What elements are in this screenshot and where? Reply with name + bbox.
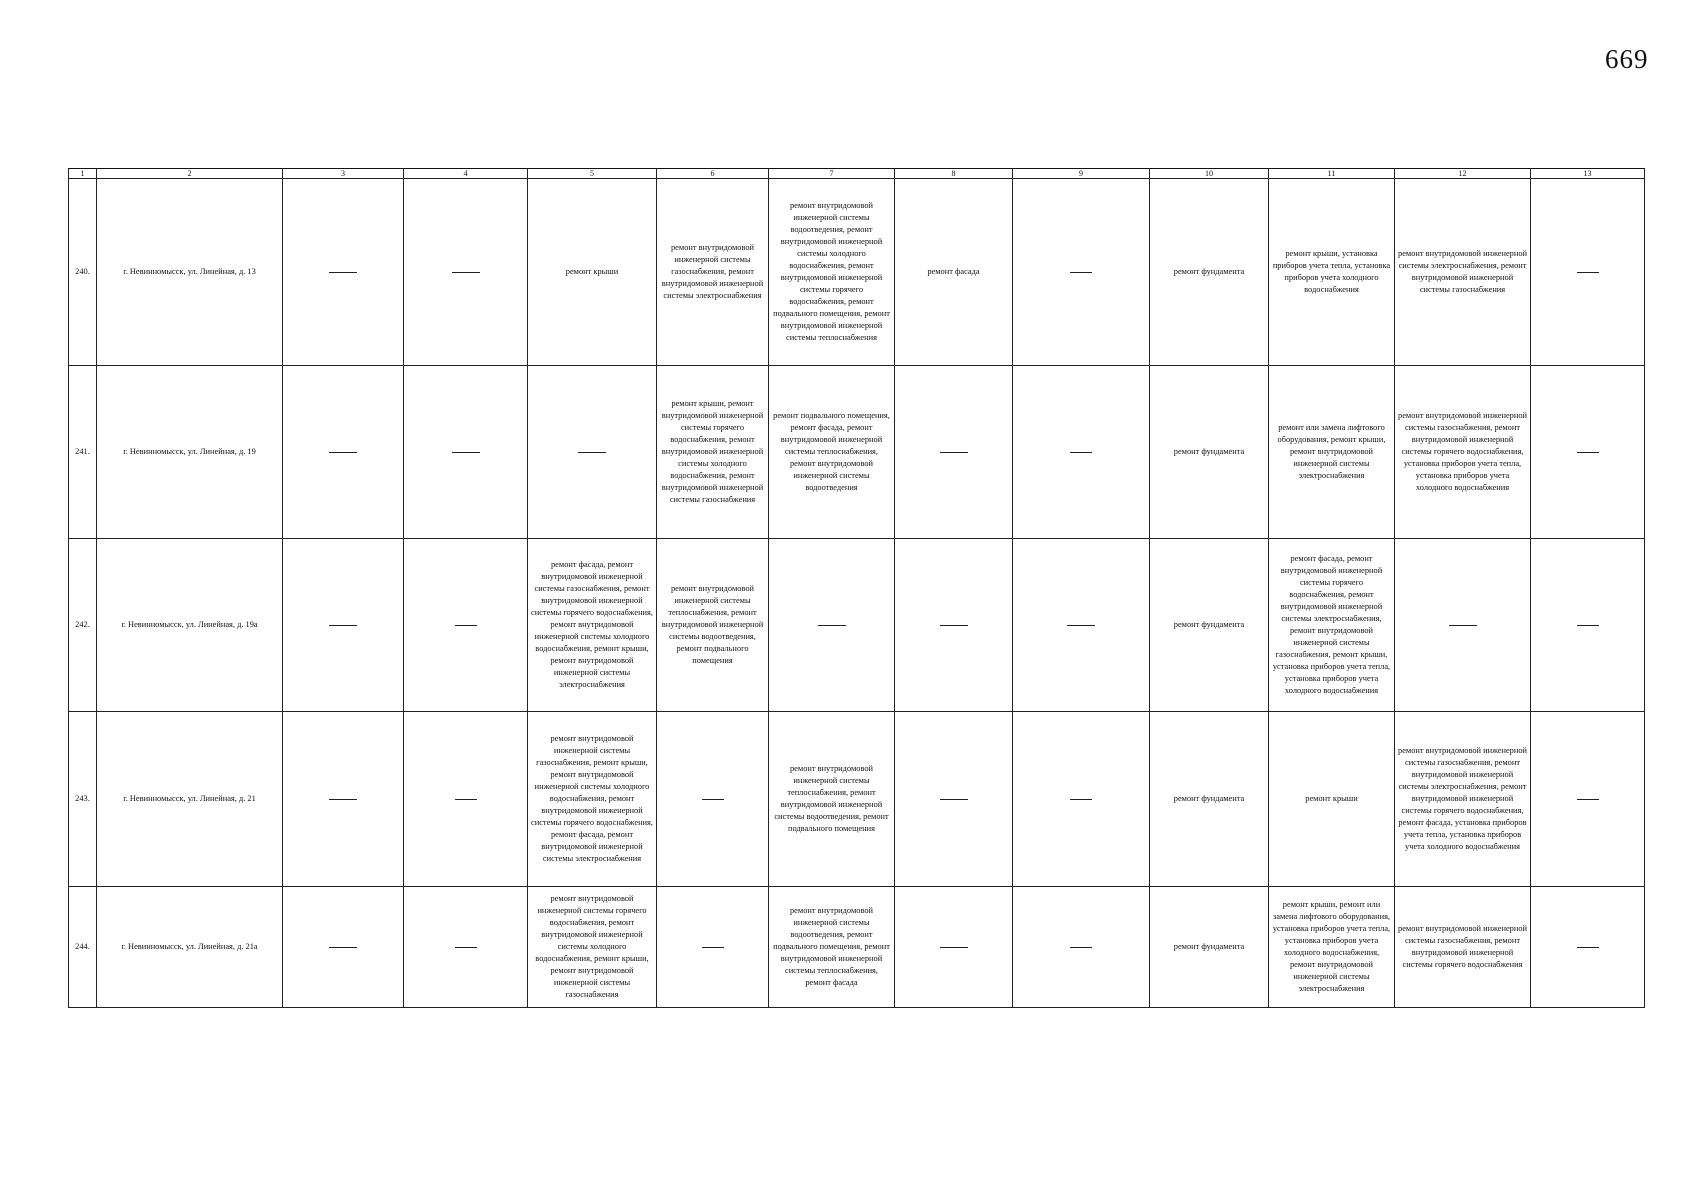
dash-mark — [329, 947, 357, 948]
work-cell: ремонт фундамента — [1150, 712, 1269, 887]
dash-mark — [1070, 452, 1092, 453]
dash-mark — [455, 947, 477, 948]
empty-cell — [404, 712, 528, 887]
empty-cell — [528, 366, 657, 539]
header-cell: 12 — [1395, 169, 1531, 179]
work-cell: ремонт фундамента — [1150, 366, 1269, 539]
work-cell: ремонт крыши, ремонт внутридомовой инженерной системы горячего водоснабжения, ремонт внутридомовой инженерной системы холодного водоснабжения, ремонт внутридомовой инженерной системы газоснабжения — [657, 366, 769, 539]
address-cell: г. Невинномысск, ул. Линейная, д. 13 — [97, 179, 283, 366]
dash-mark — [1070, 947, 1092, 948]
empty-cell — [1013, 539, 1150, 712]
work-cell: ремонт внутридомовой инженерной системы электроснабжения, ремонт внутридомовой инженерной системы газоснабжения — [1395, 179, 1531, 366]
work-cell: ремонт внутридомовой инженерной системы теплоснабжения, ремонт внутридомовой инженерной системы водоотведения, ремонт подвального помещения — [769, 712, 895, 887]
work-cell: ремонт внутридомовой инженерной системы водоотведения, ремонт внутридомовой инженерной системы холодного водоснабжения, ремонт внутридомовой инженерной системы горячего водоснабжения, ремонт подвального помещения, ремонт внутридомовой инженерной системы теплоснабжения — [769, 179, 895, 366]
empty-cell — [1531, 887, 1645, 1008]
work-cell: ремонт внутридомовой инженерной системы газоснабжения, ремонт внутридомовой инженерной системы горячего водоснабжения — [1395, 887, 1531, 1008]
table-row — [69, 887, 1645, 1008]
empty-cell — [1395, 539, 1531, 712]
page-number: 669 — [1605, 44, 1649, 74]
empty-cell — [1531, 366, 1645, 539]
empty-cell — [404, 366, 528, 539]
row-number: 240. — [69, 179, 97, 366]
work-cell: ремонт фундамента — [1150, 179, 1269, 366]
address-cell: г. Невинномысск, ул. Линейная, д. 19 — [97, 366, 283, 539]
empty-cell — [404, 539, 528, 712]
empty-cell — [1013, 712, 1150, 887]
empty-cell — [404, 179, 528, 366]
header-row — [69, 169, 1645, 179]
dash-mark — [1577, 452, 1599, 453]
dash-mark — [329, 625, 357, 626]
row-number: 243. — [69, 712, 97, 887]
header-cell: 9 — [1013, 169, 1150, 179]
work-cell: ремонт внутридомовой инженерной системы теплоснабжения, ремонт внутридомовой инженерной системы водоотведения, ремонт подвального помещения — [657, 539, 769, 712]
address-cell: г. Невинномысск, ул. Линейная, д. 21а — [97, 887, 283, 1008]
dash-mark — [329, 799, 357, 800]
empty-cell — [895, 539, 1013, 712]
dash-mark — [452, 272, 480, 273]
header-cell: 11 — [1269, 169, 1395, 179]
empty-cell — [283, 179, 404, 366]
work-cell: ремонт внутридомовой инженерной системы газоснабжения, ремонт внутридомовой инженерной системы электроснабжения — [657, 179, 769, 366]
dash-mark — [940, 452, 968, 453]
empty-cell — [895, 887, 1013, 1008]
header-cell: 5 — [528, 169, 657, 179]
empty-cell — [1531, 179, 1645, 366]
work-cell: ремонт крыши, установка приборов учета тепла, установка приборов учета холодного водоснабжения — [1269, 179, 1395, 366]
header-cell: 6 — [657, 169, 769, 179]
header-cell: 10 — [1150, 169, 1269, 179]
work-cell: ремонт подвального помещения, ремонт фасада, ремонт внутридомовой инженерной системы теплоснабжения, ремонт внутридомовой инженерной системы водоотведения — [769, 366, 895, 539]
dash-mark — [1577, 799, 1599, 800]
column-number-header — [69, 169, 1645, 179]
repair-schedule-table — [68, 168, 1645, 1008]
table-row — [69, 539, 1645, 712]
empty-cell — [283, 366, 404, 539]
header-cell: 13 — [1531, 169, 1645, 179]
work-cell: ремонт фасада — [895, 179, 1013, 366]
address-cell: г. Невинномысск, ул. Линейная, д. 19а — [97, 539, 283, 712]
table-body — [69, 179, 1645, 1008]
dash-mark — [455, 625, 477, 626]
dash-mark — [1577, 625, 1599, 626]
row-number: 242. — [69, 539, 97, 712]
empty-cell — [1531, 539, 1645, 712]
empty-cell — [283, 887, 404, 1008]
dash-mark — [1577, 272, 1599, 273]
dash-mark — [1449, 625, 1477, 626]
table-row — [69, 179, 1645, 366]
header-cell: 8 — [895, 169, 1013, 179]
work-cell: ремонт внутридомовой инженерной системы водоотведения, ремонт подвального помещения, ремонт внутридомовой инженерной системы теплоснабжения, ремонт фасада — [769, 887, 895, 1008]
work-cell: ремонт крыши — [528, 179, 657, 366]
dash-mark — [702, 799, 724, 800]
dash-mark — [329, 272, 357, 273]
work-cell: ремонт внутридомовой инженерной системы газоснабжения, ремонт внутридомовой инженерной системы горячего водоснабжения, установка приборов учета тепла, установка приборов учета холодного водоснабжения — [1395, 366, 1531, 539]
work-cell: ремонт фасада, ремонт внутридомовой инженерной системы газоснабжения, ремонт внутридомовой инженерной системы горячего водоснабжения, ремонт внутридомовой инженерной системы холодного водоснабжения, ремонт крыши, ремонт внутридомовой инженерной системы электроснабжения — [528, 539, 657, 712]
dash-mark — [702, 947, 724, 948]
work-cell: ремонт фундамента — [1150, 887, 1269, 1008]
empty-cell — [1013, 887, 1150, 1008]
header-cell: 2 — [97, 169, 283, 179]
header-cell: 4 — [404, 169, 528, 179]
empty-cell — [1013, 179, 1150, 366]
row-number: 241. — [69, 366, 97, 539]
dash-mark — [452, 452, 480, 453]
work-cell: ремонт или замена лифтового оборудования, ремонт крыши, ремонт внутридомовой инженерной системы электроснабжения — [1269, 366, 1395, 539]
empty-cell — [895, 366, 1013, 539]
address-cell: г. Невинномысск, ул. Линейная, д. 21 — [97, 712, 283, 887]
row-number: 244. — [69, 887, 97, 1008]
dash-mark — [1070, 799, 1092, 800]
dash-mark — [1577, 947, 1599, 948]
work-cell: ремонт фундамента — [1150, 539, 1269, 712]
empty-cell — [657, 712, 769, 887]
header-cell: 7 — [769, 169, 895, 179]
header-cell: 3 — [283, 169, 404, 179]
dash-mark — [1070, 272, 1092, 273]
work-cell: ремонт внутридомовой инженерной системы горячего водоснабжения, ремонт внутридомовой инженерной системы холодного водоснабжения, ремонт крыши, ремонт внутридомовой инженерной системы газоснабжения — [528, 887, 657, 1008]
empty-cell — [657, 887, 769, 1008]
dash-mark — [940, 625, 968, 626]
work-cell: ремонт крыши — [1269, 712, 1395, 887]
dash-mark — [818, 625, 846, 626]
dash-mark — [940, 799, 968, 800]
work-cell: ремонт фасада, ремонт внутридомовой инженерной системы горячего водоснабжения, ремонт внутридомовой инженерной системы электроснабжения, ремонт внутридомовой инженерной системы газоснабжения, ремонт крыши, установка приборов учета тепла, установка приборов учета холодного водоснабжения — [1269, 539, 1395, 712]
work-cell: ремонт крыши, ремонт или замена лифтового оборудования, установка приборов учета тепла, установка приборов учета холодного водоснабжения, ремонт внутридомовой инженерной системы электроснабжения — [1269, 887, 1395, 1008]
header-cell: 1 — [69, 169, 97, 179]
dash-mark — [455, 799, 477, 800]
empty-cell — [1531, 712, 1645, 887]
empty-cell — [283, 539, 404, 712]
empty-cell — [895, 712, 1013, 887]
work-cell: ремонт внутридомовой инженерной системы газоснабжения, ремонт внутридомовой инженерной системы электроснабжения, ремонт внутридомовой инженерной системы горячего водоснабжения, ремонт фасада, установка приборов учета тепла, установка приборов учета холодного водоснабжения — [1395, 712, 1531, 887]
dash-mark — [578, 452, 606, 453]
empty-cell — [283, 712, 404, 887]
empty-cell — [769, 539, 895, 712]
work-cell: ремонт внутридомовой инженерной системы газоснабжения, ремонт крыши, ремонт внутридомовой инженерной системы холодного водоснабжения, ремонт внутридомовой инженерной системы горячего водоснабжения, ремонт фасада, ремонт внутридомовой инженерной системы электроснабжения — [528, 712, 657, 887]
table-row — [69, 712, 1645, 887]
empty-cell — [404, 887, 528, 1008]
dash-mark — [329, 452, 357, 453]
empty-cell — [1013, 366, 1150, 539]
table-row — [69, 366, 1645, 539]
dash-mark — [1067, 625, 1095, 626]
dash-mark — [940, 947, 968, 948]
